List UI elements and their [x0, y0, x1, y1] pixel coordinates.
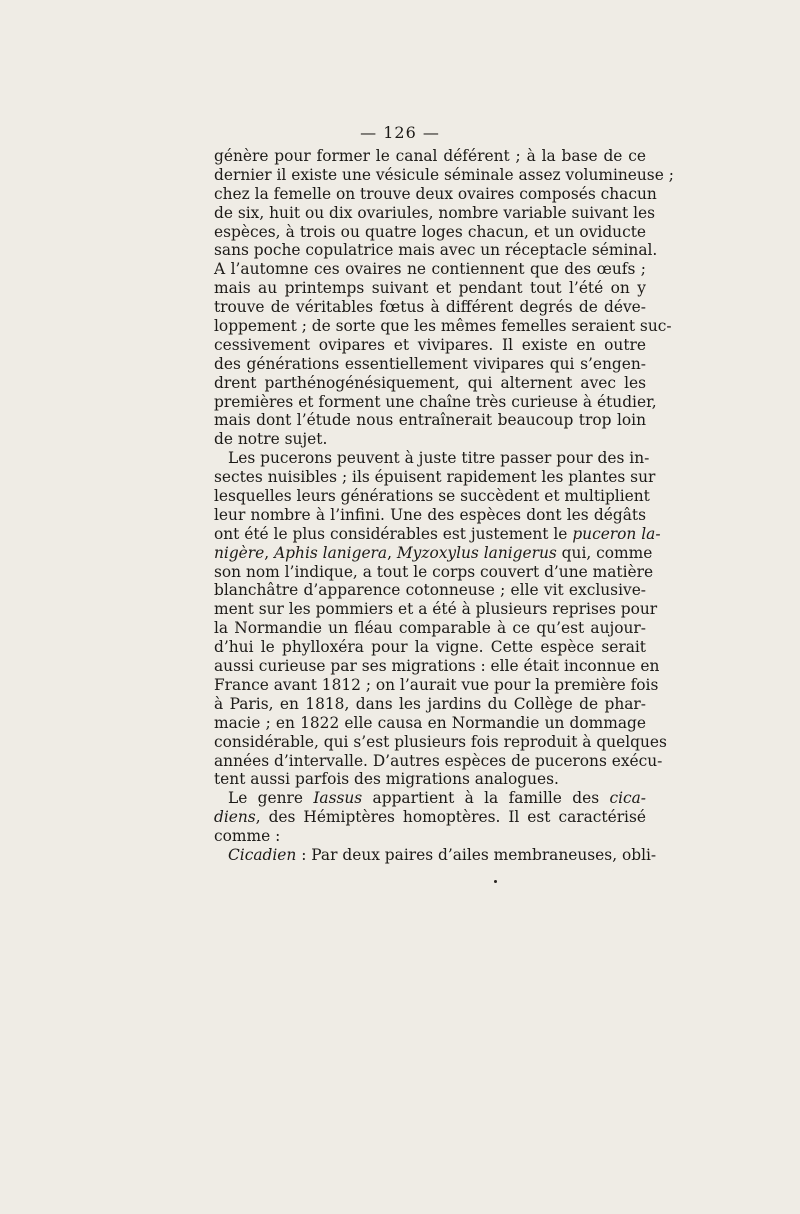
- page-number: — 126 —: [360, 123, 440, 142]
- text-line: des générations essentiellement vivipares qui s’engen-: [214, 354, 646, 373]
- text-line: son nom l’indique, a tout le corps couvert d’une matière: [214, 562, 654, 581]
- text-line: lesquelles leurs générations se succèdent et multiplient: [214, 487, 650, 506]
- text-line: espèces, à trois ou quatre loges chacun, et un oviducte: [214, 222, 646, 241]
- body-text: [214, 147, 674, 865]
- text-line: sans poche copulatrice mais avec un réceptacle séminal.: [214, 241, 658, 260]
- text-line: comme :: [214, 827, 281, 846]
- text-line: années d’intervalle. D’autres espèces de pucerons exécu-: [214, 751, 663, 770]
- text-line: diens, des Hémiptères homoptères. Il est caractérisé: [214, 808, 646, 827]
- text-line: Les pucerons peuvent à juste titre passer pour des in-: [228, 449, 650, 468]
- text-line: la Normandie un fléau comparable à ce qu’est aujour-: [214, 619, 646, 638]
- text-line: considérable, qui s’est plusieurs fois reproduit à quelques: [214, 732, 667, 751]
- text-line: ment sur les pommiers et a été à plusieurs reprises pour: [214, 600, 658, 619]
- text-line: de six, huit ou dix ovariules, nombre variable suivant les: [214, 203, 656, 222]
- text-line: Le genre Iassus appartient à la famille des cica-: [228, 789, 646, 808]
- text-line: ont été le plus considérables est justement le puceron la-: [214, 524, 661, 543]
- text-line: tent aussi parfois des migrations analogues.: [214, 770, 559, 789]
- text-line: mais au printemps suivant et pendant tout l’été on y: [214, 279, 646, 298]
- text-line: A l’automne ces ovaires ne contiennent que des œufs ;: [214, 260, 646, 279]
- text-line: génère pour former le canal déférent ; à la base de ce: [214, 147, 646, 165]
- text-line: blanchâtre d’apparence cotonneuse ; elle vit exclusive-: [214, 581, 646, 600]
- text-line: trouve de véritables fœtus à différent degrés de déve-: [214, 298, 646, 317]
- text-line: dernier il existe une vésicule séminale assez volumineuse ;: [214, 165, 674, 184]
- text-line: mais dont l’étude nous entraînerait beaucoup trop loin: [214, 411, 646, 430]
- text-line: de notre sujet.: [214, 430, 328, 449]
- text-line: aussi curieuse par ses migrations : elle était inconnue en: [214, 657, 660, 676]
- text-line: nigère, Aphis lanigera, Myzoxylus lanigerus qui, comme: [214, 543, 653, 562]
- text-line: macie ; en 1822 elle causa en Normandie un dommage: [214, 713, 646, 732]
- text-line: cessivement ovipares et vivipares. Il existe en outre: [214, 335, 646, 354]
- text-line: d’hui le phylloxéra pour la vigne. Cette espèce serait: [214, 638, 646, 657]
- ink-dot: [494, 880, 497, 883]
- text-line: leur nombre à l’infini. Une des espèces dont les dégâts: [214, 505, 646, 524]
- text-line: sectes nuisibles ; ils épuisent rapidement les plantes sur: [214, 468, 656, 487]
- text-line: France avant 1812 ; on l’aurait vue pour la première fois: [214, 675, 659, 694]
- text-line: loppement ; de sorte que les mêmes femelles seraient suc-: [214, 317, 672, 336]
- text-line: drent parthénogénésiquement, qui alternent avec les: [214, 373, 646, 392]
- text-line: Cicadien : Par deux paires d’ailes membraneuses, obli-: [228, 845, 657, 864]
- text-line: premières et forment une chaîne très curieuse à étudier,: [214, 392, 657, 411]
- text-line: chez la femelle on trouve deux ovaires composés chacun: [214, 184, 657, 203]
- text-line: à Paris, en 1818, dans les jardins du Collège de phar-: [214, 694, 646, 713]
